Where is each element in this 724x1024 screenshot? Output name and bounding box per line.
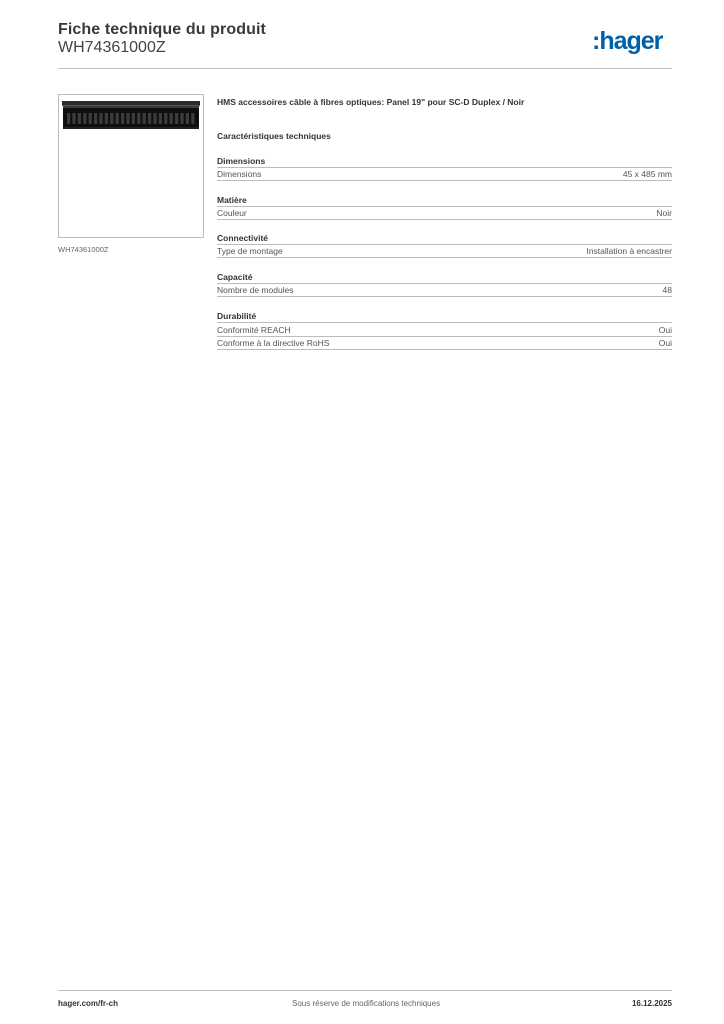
spec-group-capacity bbox=[217, 271, 672, 297]
product-reference: WH74361000Z bbox=[58, 39, 166, 56]
spec-value: Installation à encastrer bbox=[586, 246, 672, 256]
fiber-optic-patch-panel-icon bbox=[62, 101, 200, 131]
product-image bbox=[58, 94, 204, 238]
hager-logo[interactable] bbox=[592, 27, 676, 57]
panel-port bbox=[186, 113, 189, 124]
panel-port bbox=[116, 113, 119, 124]
panel-port bbox=[180, 113, 183, 124]
header-divider bbox=[58, 68, 672, 69]
specs-heading: Caractéristiques techniques bbox=[217, 131, 331, 141]
spec-row bbox=[217, 336, 672, 350]
spec-group-title: Dimensions bbox=[217, 156, 266, 166]
spec-group-title: Matière bbox=[217, 195, 247, 205]
panel-port bbox=[94, 113, 97, 124]
panel-port bbox=[191, 113, 194, 124]
spec-group-title: Capacité bbox=[217, 272, 253, 282]
spec-group-material bbox=[217, 194, 672, 220]
footer-disclaimer: Sous réserve de modifications techniques bbox=[292, 999, 441, 1008]
panel-port bbox=[126, 113, 129, 124]
spec-row bbox=[217, 206, 672, 220]
spec-row bbox=[217, 283, 672, 297]
spec-label: Conforme à la directive RoHS bbox=[217, 338, 330, 348]
panel-port bbox=[83, 113, 86, 124]
panel-port bbox=[153, 113, 156, 124]
spec-group-connectivity bbox=[217, 232, 672, 258]
spec-value: Noir bbox=[656, 208, 672, 218]
spec-value: 45 x 485 mm bbox=[622, 169, 672, 179]
spec-row bbox=[217, 167, 672, 181]
panel-port bbox=[170, 113, 173, 124]
panel-port bbox=[164, 113, 167, 124]
panel-port bbox=[175, 113, 178, 124]
spec-label: Couleur bbox=[217, 208, 247, 218]
spec-label: Conformité REACH bbox=[217, 324, 291, 335]
spec-row bbox=[217, 322, 672, 336]
spec-group-dimensions bbox=[217, 155, 672, 181]
panel-port bbox=[105, 113, 108, 124]
spec-value: Oui bbox=[658, 338, 672, 348]
panel-port bbox=[143, 113, 146, 124]
product-title: HMS accessoires câble à fibres optiques: Panel 19" pour SC-D Duplex / Noir bbox=[217, 97, 525, 107]
panel-port bbox=[99, 113, 102, 124]
panel-port bbox=[72, 113, 75, 124]
spec-label: Type de montage bbox=[217, 246, 283, 256]
panel-port bbox=[132, 113, 135, 124]
spec-value: Oui bbox=[658, 324, 672, 335]
spec-row bbox=[217, 244, 672, 258]
spec-value: 48 bbox=[662, 285, 672, 295]
panel-port bbox=[78, 113, 81, 124]
panel-port bbox=[159, 113, 162, 124]
spec-group-title: Connectivité bbox=[217, 233, 269, 243]
panel-port bbox=[110, 113, 113, 124]
footer-divider bbox=[58, 990, 672, 991]
panel-port bbox=[148, 113, 151, 124]
spec-group-title: Durabilité bbox=[217, 311, 257, 321]
panel-port bbox=[89, 113, 92, 124]
footer-date: 16.12.2025 bbox=[631, 999, 672, 1008]
hager-logo-text: :hager bbox=[592, 27, 663, 55]
hager-logo-mark bbox=[592, 27, 676, 57]
footer-website-link[interactable]: hager.com/fr-ch bbox=[58, 999, 119, 1008]
spec-group-durability bbox=[217, 310, 672, 350]
panel-port bbox=[121, 113, 124, 124]
panel-port bbox=[67, 113, 70, 124]
spec-label: Dimensions bbox=[217, 169, 262, 179]
page-title: Fiche technique du produit bbox=[58, 21, 266, 38]
panel-port bbox=[137, 113, 140, 124]
product-image-caption: WH74361000Z bbox=[58, 245, 109, 254]
spec-label: Nombre de modules bbox=[217, 285, 294, 295]
